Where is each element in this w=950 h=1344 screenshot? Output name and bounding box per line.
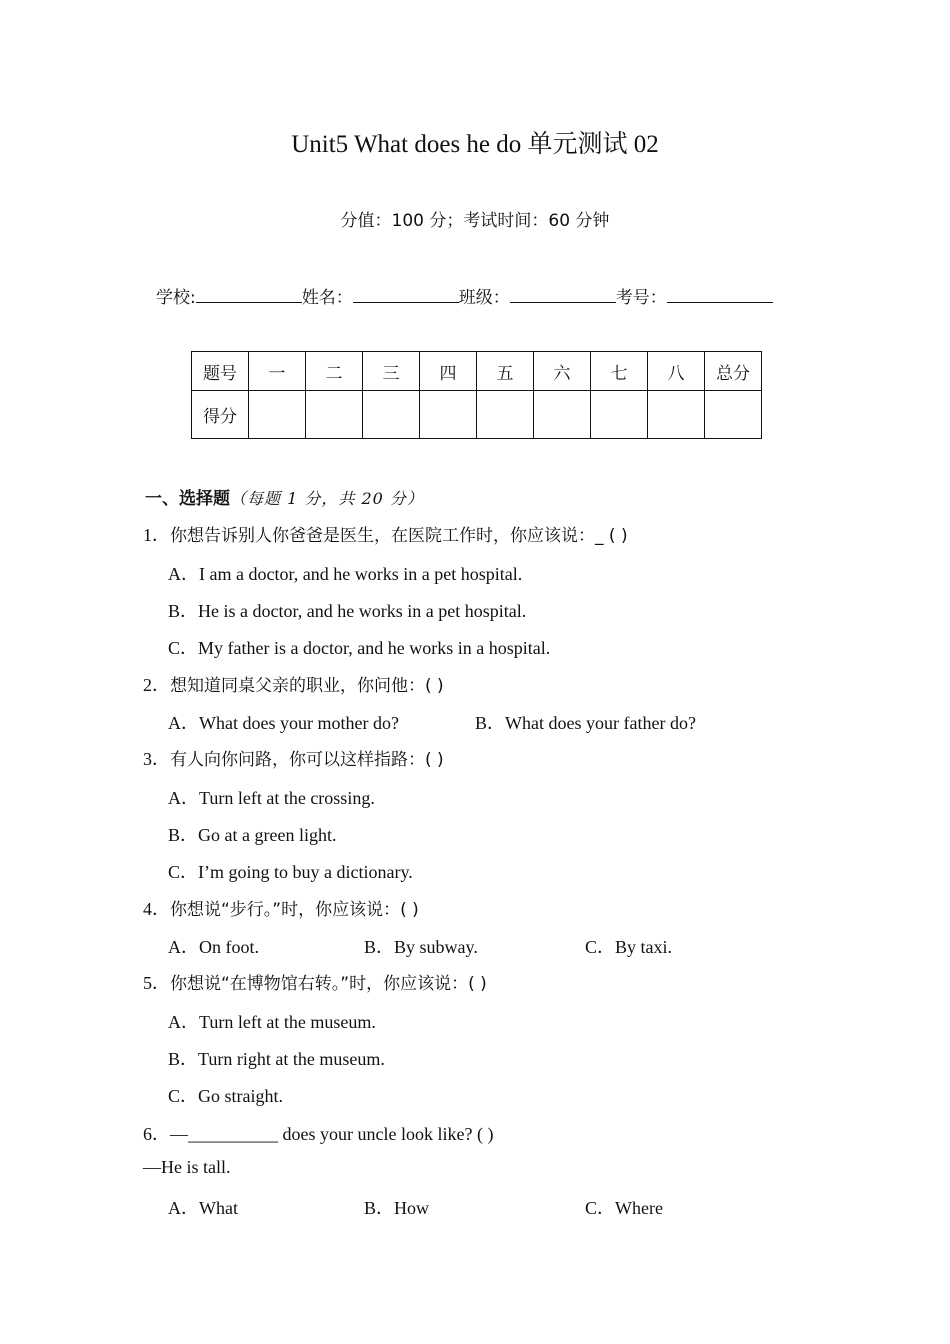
score-cell[interactable] — [477, 391, 534, 439]
score-table — [191, 351, 762, 439]
question-4 — [143, 895, 419, 921]
score-header-cell: 四 — [420, 352, 477, 391]
score-cell[interactable] — [249, 391, 306, 439]
score-cell[interactable] — [420, 391, 477, 439]
score-cell[interactable] — [306, 391, 363, 439]
question-text: —__________ does your uncle look like? ( ) — [170, 1124, 494, 1144]
score-header-cell: 三 — [363, 352, 420, 391]
option-a: A．What does your mother do? — [168, 713, 399, 733]
class-blank[interactable] — [510, 284, 616, 303]
question-text: 你想说“步行。”时，你应该说：( ) — [170, 900, 419, 920]
option-a: A．Turn left at the crossing. — [168, 788, 375, 808]
score-row-label: 得分 — [192, 391, 249, 439]
section-points: （每题 1 分，共 20 分） — [230, 489, 424, 508]
answer-line: —He is tall. — [143, 1157, 231, 1177]
score-header-cell: 七 — [591, 352, 648, 391]
option-c: C．By taxi. — [585, 937, 673, 957]
option-c: C．I’m going to buy a dictionary. — [168, 862, 413, 882]
school-label: 学校: — [156, 288, 196, 308]
score-header-cell: 二 — [306, 352, 363, 391]
question-1 — [143, 521, 628, 547]
option-c: C．Where — [585, 1198, 663, 1218]
option-b: B．He is a doctor, and he works in a pet hospital. — [168, 601, 527, 621]
question-number: 3． — [143, 749, 170, 769]
score-header-cell: 五 — [477, 352, 534, 391]
score-cell[interactable] — [648, 391, 705, 439]
question-text: 有人向你问路，你可以这样指路：( ) — [170, 750, 444, 770]
exam-meta: 分值：100 分；考试时间：60 分钟 — [340, 211, 610, 231]
question-text: 你想告诉别人你爸爸是医生，在医院工作时，你应该说：_ ( ) — [170, 526, 628, 546]
option-b: B．How — [364, 1198, 430, 1218]
question-text: 你想说“在博物馆右转。”时，你应该说：( ) — [170, 974, 487, 994]
score-cell[interactable] — [591, 391, 648, 439]
question-5 — [143, 969, 487, 995]
option-b: B．Turn right at the museum. — [168, 1049, 385, 1069]
page-title: Unit5 What does he do 单元测试 02 — [291, 131, 659, 158]
school-blank[interactable] — [196, 284, 302, 303]
option-a: A．On foot. — [168, 937, 259, 957]
class-label: 班级： — [458, 288, 510, 308]
option-a: A．Turn left at the museum. — [168, 1012, 376, 1032]
score-cell[interactable] — [534, 391, 591, 439]
score-header-cell: 一 — [249, 352, 306, 391]
option-b: B．Go at a green light. — [168, 825, 337, 845]
score-header-cell: 题号 — [192, 352, 249, 391]
question-3 — [143, 745, 444, 771]
section-title: 一、选择题 — [145, 489, 230, 509]
question-number: 2． — [143, 675, 170, 695]
option-b: B．By subway. — [364, 937, 478, 957]
score-cell[interactable] — [705, 391, 762, 439]
score-header-cell: 总分 — [705, 352, 762, 391]
question-number: 5． — [143, 973, 170, 993]
score-header-cell: 六 — [534, 352, 591, 391]
option-a: A．What — [168, 1198, 238, 1218]
question-number: 4． — [143, 899, 170, 919]
option-b: B．What does your father do? — [475, 713, 696, 733]
question-number: 1． — [143, 525, 170, 545]
score-table-header-row — [192, 352, 762, 391]
score-header-cell: 八 — [648, 352, 705, 391]
number-blank[interactable] — [667, 284, 773, 303]
question-number: 6． — [143, 1124, 170, 1144]
name-blank[interactable] — [353, 284, 459, 303]
question-text: 想知道同桌父亲的职业，你问他：( ) — [170, 676, 444, 696]
name-label: 姓名： — [301, 288, 353, 308]
student-info-line — [156, 283, 773, 308]
score-table-score-row — [192, 391, 762, 439]
option-c: C．Go straight. — [168, 1086, 283, 1106]
question-2 — [143, 671, 444, 697]
option-c: C．My father is a doctor, and he works in a hospital. — [168, 638, 551, 658]
option-a: A．I am a doctor, and he works in a pet hospital. — [168, 564, 523, 584]
question-6 — [143, 1120, 493, 1146]
score-cell[interactable] — [363, 391, 420, 439]
section-heading — [145, 484, 424, 509]
number-label: 考号： — [615, 288, 667, 308]
